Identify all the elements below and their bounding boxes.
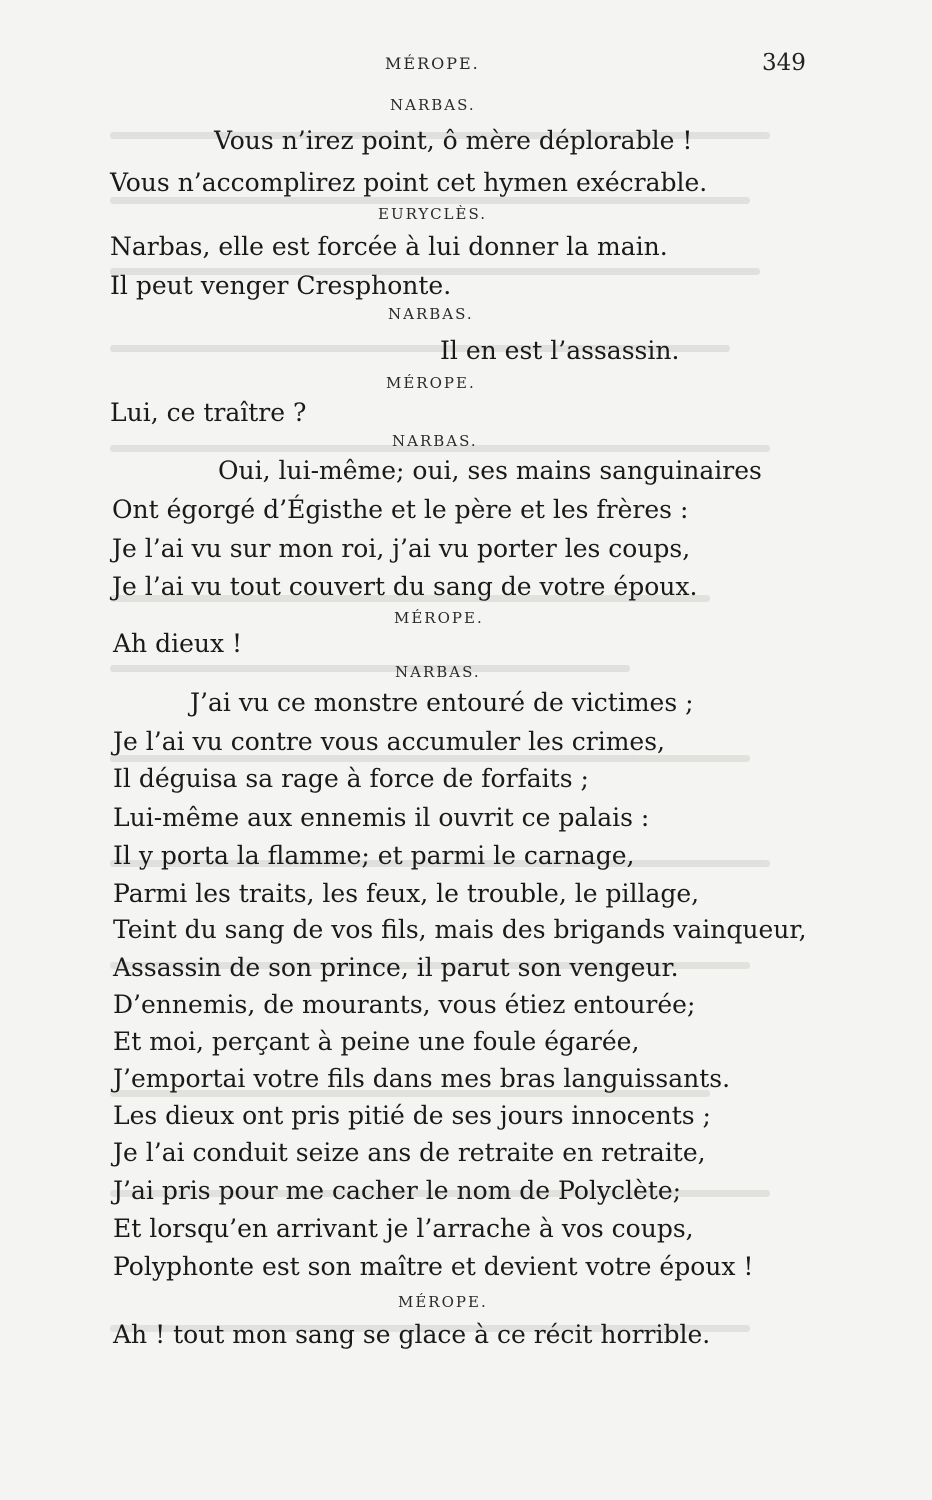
verse-line: Lui, ce traître ? bbox=[110, 398, 307, 427]
speaker-name: MÉROPE. bbox=[398, 1293, 488, 1311]
verse-line: Je l’ai conduit seize ans de retraite en retraite, bbox=[113, 1138, 706, 1167]
speaker-name: NARBAS. bbox=[388, 305, 474, 323]
verse-line: J’ai vu ce monstre entouré de victimes ; bbox=[190, 688, 694, 717]
verse-line: Je l’ai vu contre vous accumuler les crimes, bbox=[113, 727, 665, 756]
verse-line: Oui, lui-même; oui, ses mains sanguinaires bbox=[218, 456, 762, 485]
verse-line: Il y porta la flamme; et parmi le carnage, bbox=[113, 841, 635, 870]
verse-line: Parmi les traits, les feux, le trouble, le pillage, bbox=[113, 879, 700, 908]
speaker-name: NARBAS. bbox=[395, 663, 481, 681]
verse-line: Assassin de son prince, il parut son vengeur. bbox=[113, 953, 679, 982]
verse-line: Narbas, elle est forcée à lui donner la main. bbox=[110, 232, 668, 261]
verse-line: Ah ! tout mon sang se glace à ce récit horrible. bbox=[113, 1320, 711, 1349]
verse-line: Ont égorgé d’Égisthe et le père et les frères : bbox=[112, 495, 689, 524]
verse-line: Il en est l’assassin. bbox=[440, 336, 680, 365]
running-title: MÉROPE. bbox=[385, 54, 480, 73]
speaker-name: MÉROPE. bbox=[394, 609, 484, 627]
speaker-name: EURYCLÈS. bbox=[378, 205, 487, 223]
verse-line: Il peut venger Cresphonte. bbox=[110, 271, 452, 300]
verse-line: Lui-même aux ennemis il ouvrit ce palais : bbox=[113, 803, 650, 832]
verse-line: Vous n’accomplirez point cet hymen exécrable. bbox=[110, 168, 708, 197]
verse-line: Je l’ai vu sur mon roi, j’ai vu porter les coups, bbox=[112, 534, 691, 563]
verse-line: Ah dieux ! bbox=[113, 629, 243, 658]
verse-line: Teint du sang de vos fils, mais des brigands vainqueur, bbox=[113, 915, 807, 944]
speaker-name: NARBAS. bbox=[392, 432, 478, 450]
speaker-name: MÉROPE. bbox=[386, 374, 476, 392]
verse-line: Il déguisa sa rage à force de forfaits ; bbox=[113, 764, 589, 793]
page-number: 349 bbox=[762, 50, 806, 76]
verse-line: Je l’ai vu tout couvert du sang de votre époux. bbox=[112, 572, 698, 601]
verse-line: D’ennemis, de mourants, vous étiez entourée; bbox=[113, 990, 696, 1019]
verse-line: Et moi, perçant à peine une foule égarée, bbox=[113, 1027, 640, 1056]
page-header bbox=[0, 50, 932, 84]
speaker-name: NARBAS. bbox=[390, 96, 476, 114]
verse-line: J’emportai votre fils dans mes bras languissants. bbox=[113, 1064, 731, 1093]
verse-line: J’ai pris pour me cacher le nom de Polyclète; bbox=[113, 1176, 682, 1205]
verse-line: Vous n’irez point, ô mère déplorable ! bbox=[214, 126, 693, 155]
verse-line: Et lorsqu’en arrivant je l’arrache à vos coups, bbox=[113, 1214, 694, 1243]
verse-line: Les dieux ont pris pitié de ses jours innocents ; bbox=[113, 1101, 711, 1130]
verse-line: Polyphonte est son maître et devient votre époux ! bbox=[113, 1252, 754, 1281]
